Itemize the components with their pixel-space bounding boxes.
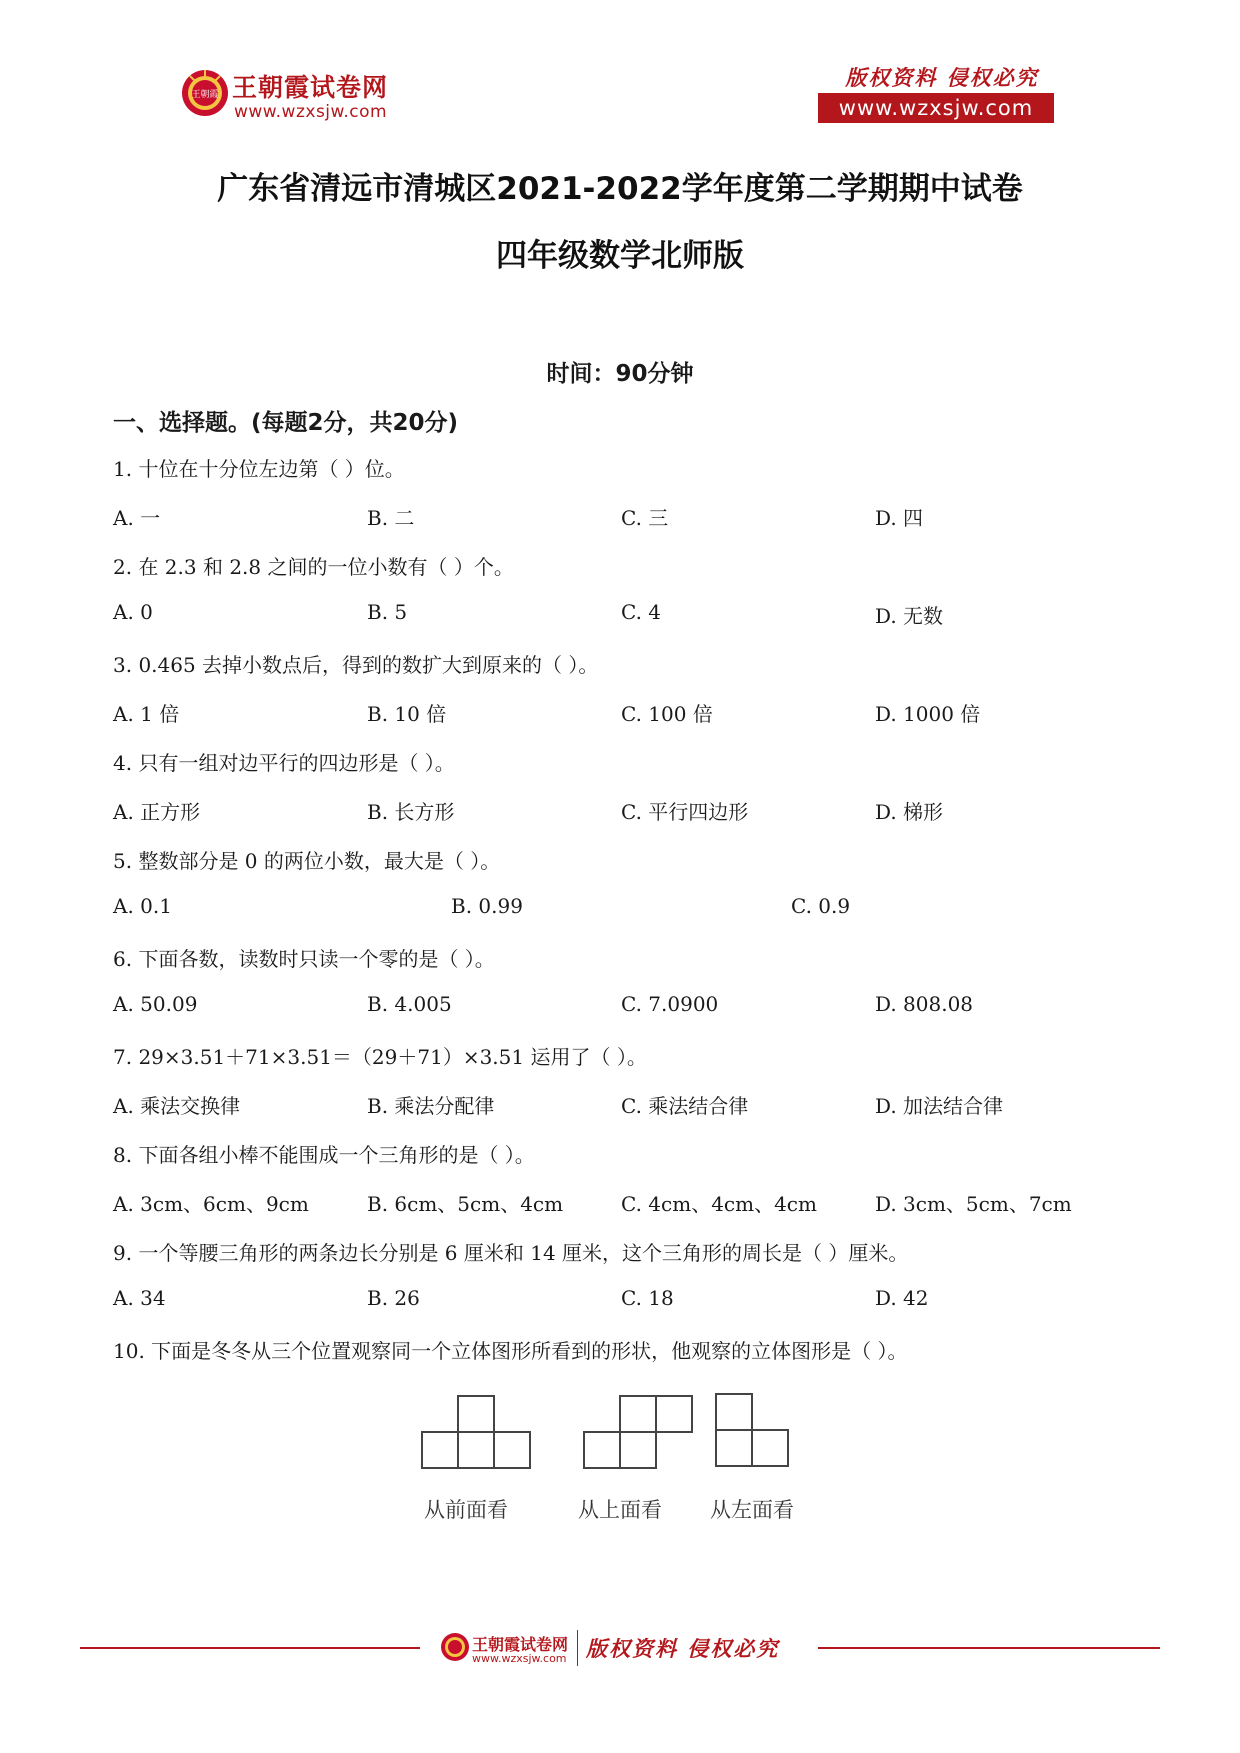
question-9: 9. 一个等腰三角形的两条边长分别是 6 厘米和 14 厘米，这个三角形的周长是（ ）厘米。 (113, 1241, 909, 1265)
option-7a: A. 乘法交换律 (113, 1094, 241, 1118)
option-5a: A. 0.1 (113, 894, 172, 918)
option-7b: B. 乘法分配律 (367, 1094, 495, 1118)
option-4d: D. 梯形 (875, 800, 944, 824)
option-9c: C. 18 (621, 1286, 674, 1310)
question-4: 4. 只有一组对边平行的四边形是（ ）。 (113, 751, 455, 775)
question-6: 6. 下面各数，读数时只读一个零的是（ ）。 (113, 947, 495, 971)
emblem-lettering: 王朝霞 (191, 90, 219, 100)
footer-copyright: 版权资料 侵权必究 (586, 1636, 780, 1661)
footer-brand-name: 王朝霞试卷网 (472, 1635, 569, 1654)
option-9a: A. 34 (113, 1286, 166, 1310)
option-6d: D. 808.08 (875, 992, 974, 1016)
option-2b: B. 5 (367, 600, 408, 624)
option-8a: A. 3cm、6cm、9cm (113, 1192, 309, 1216)
question-7: 7. 29×3.51＋71×3.51＝（29＋71）×3.51 运用了（ ）。 (113, 1045, 647, 1069)
option-5b: B. 0.99 (451, 894, 523, 918)
option-9b: B. 26 (367, 1286, 420, 1310)
option-5c: C. 0.9 (791, 894, 851, 918)
footer-divider-left (80, 1647, 420, 1649)
option-4b: B. 长方形 (367, 800, 455, 824)
footer-emblem-icon (440, 1632, 470, 1662)
option-7c: C. 乘法结合律 (621, 1094, 749, 1118)
option-1c: C. 三 (621, 506, 669, 530)
option-2d: D. 无数 (875, 604, 944, 628)
question-3: 3. 0.465 去掉小数点后，得到的数扩大到原来的（ ）。 (113, 653, 599, 677)
option-7d: D. 加法结合律 (875, 1094, 1004, 1118)
option-1b: B. 二 (367, 506, 415, 530)
option-8b: B. 6cm、5cm、4cm (367, 1192, 564, 1216)
front-view-figure (418, 1394, 534, 1470)
caption-left-view: 从左面看 (710, 1498, 794, 1522)
exam-time: 时间：90分钟 (546, 361, 694, 387)
page-title: 广东省清远市清城区2021-2022学年度第二学期期中试卷 (217, 171, 1023, 207)
question-10: 10. 下面是冬冬从三个位置观察同一个立体图形所看到的形状，他观察的立体图形是（ ）。 (113, 1339, 908, 1363)
option-3d: D. 1000 倍 (875, 702, 981, 726)
question-8: 8. 下面各组小棒不能围成一个三角形的是（ ）。 (113, 1143, 535, 1167)
caption-front-view: 从前面看 (424, 1498, 508, 1522)
option-4a: A. 正方形 (113, 800, 201, 824)
option-4c: C. 平行四边形 (621, 800, 749, 824)
option-1a: A. 一 (113, 506, 161, 530)
option-2c: C. 4 (621, 600, 662, 624)
option-6a: A. 50.09 (113, 992, 198, 1016)
caption-top-view: 从上面看 (578, 1498, 662, 1522)
footer-divider-right (818, 1647, 1160, 1649)
footer-brand-url: www.wzxsjw.com (472, 1652, 567, 1665)
question-5: 5. 整数部分是 0 的两位小数，最大是（ ）。 (113, 849, 501, 873)
option-1d: D. 四 (875, 506, 924, 530)
question-2: 2. 在 2.3 和 2.8 之间的一位小数有（ ）个。 (113, 555, 514, 579)
option-3b: B. 10 倍 (367, 702, 447, 726)
option-2a: A. 0 (113, 600, 153, 624)
question-1: 1. 十位在十分位左边第（ ）位。 (113, 457, 405, 481)
option-3c: C. 100 倍 (621, 702, 713, 726)
option-9d: D. 42 (875, 1286, 929, 1310)
left-view-figure (712, 1392, 792, 1470)
top-view-figure (580, 1394, 696, 1470)
option-8d: D. 3cm、5cm、7cm (875, 1192, 1072, 1216)
footer-separator (577, 1630, 578, 1666)
option-6b: B. 4.005 (367, 992, 452, 1016)
url-banner: www.wzxsjw.com (818, 93, 1054, 123)
option-6c: C. 7.0900 (621, 992, 719, 1016)
section-heading: 一、选择题。(每题2分，共20分) (113, 410, 459, 436)
option-3a: A. 1 倍 (113, 702, 180, 726)
brand-url: www.wzxsjw.com (234, 102, 388, 122)
option-8c: C. 4cm、4cm、4cm (621, 1192, 817, 1216)
brand-emblem-icon (180, 68, 230, 118)
copyright-notice: 版权资料 侵权必究 (845, 65, 1039, 90)
brand-name: 王朝霞试卷网 (232, 73, 389, 102)
page-subtitle: 四年级数学北师版 (496, 238, 744, 274)
